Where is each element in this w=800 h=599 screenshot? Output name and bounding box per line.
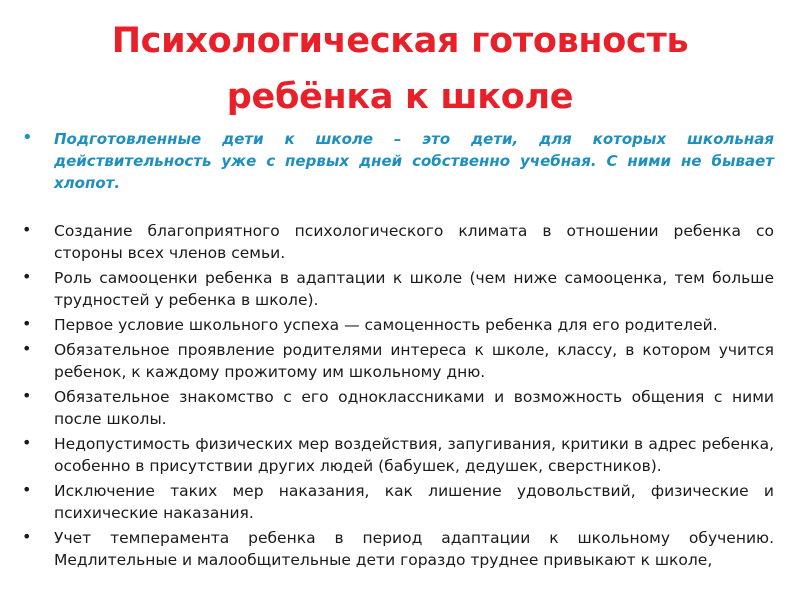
lead-text: Подготовленные дети к школе – это дети, для которых школьная действительность уже с первых дней собственно учебная. С ними не бывает хлопот. xyxy=(54,130,774,192)
list-item-text: Создание благоприятного психологического климата в отношении ребенка со стороны всех членов семьи. xyxy=(54,222,774,262)
list-item-text: Роль самооценки ребенка в адаптации к школе (чем ниже самооценка, тем больше трудностей у ребенка в школе). xyxy=(54,269,774,309)
list-item-text: Учет темперамента ребенка в период адаптации к школьному обучению. Медлительные и малообщительные дети гораздо труднее привыкают к школе, xyxy=(54,529,774,569)
list-item-text: Исключение таких мер наказания, как лишение удовольствий, физические и психические наказания. xyxy=(54,482,774,522)
list-item xyxy=(22,480,774,524)
list-item xyxy=(22,220,774,264)
bullet-icon: • xyxy=(22,267,32,286)
bullet-list xyxy=(22,128,774,571)
list-item xyxy=(22,527,774,571)
list-item-text: Первое условие школьного успеха — самоценность ребенка для его родителей. xyxy=(54,316,718,334)
bullet-icon: • xyxy=(22,433,32,452)
list-item-text: Обязательное знакомство с его одноклассниками и возможность общения с ними после школы. xyxy=(54,388,774,428)
list-item-text: Недопустимость физических мер воздействия, запугивания, критики в адрес ребенка, особенно в присутствии других людей (бабушек, дедушек, сверстников). xyxy=(54,435,774,475)
list-item-text: Обязательное проявление родителями интереса к школе, классу, в котором учится ребенок, к каждому прожитому им школьному дню. xyxy=(54,341,774,381)
list-item xyxy=(22,433,774,477)
bullet-icon: • xyxy=(22,527,32,546)
slide-title-line-1: Психологическая готовность xyxy=(111,21,689,61)
bullet-icon: • xyxy=(22,386,32,405)
bullet-icon: • xyxy=(22,127,33,148)
list-item xyxy=(22,267,774,311)
lead-paragraph xyxy=(22,128,774,194)
slide-title-line-2: ребёнка к школе xyxy=(226,77,574,117)
bullet-icon: • xyxy=(22,339,32,358)
list-item xyxy=(22,386,774,430)
bullet-icon: • xyxy=(22,480,32,499)
list-item xyxy=(22,314,774,336)
list-item xyxy=(22,339,774,383)
bullet-icon: • xyxy=(22,220,32,239)
bullet-icon: • xyxy=(22,314,32,333)
